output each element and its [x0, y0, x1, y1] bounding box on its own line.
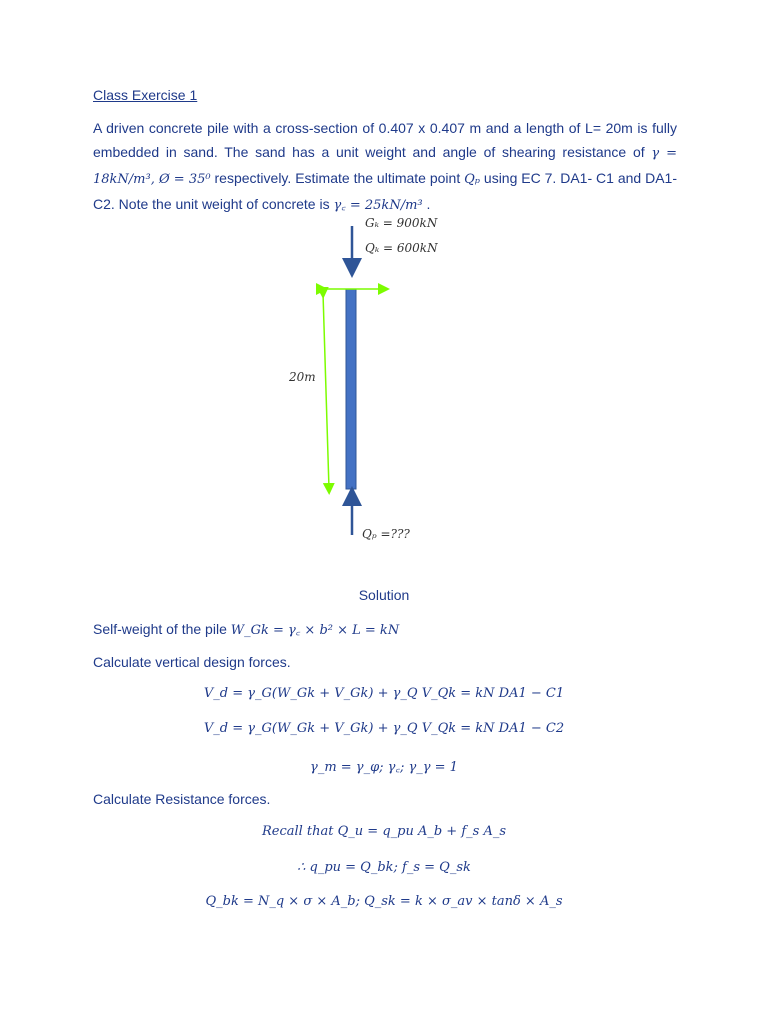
qk-label: Qₖ = 600kN	[365, 241, 438, 255]
problem-text-4: .	[422, 196, 431, 212]
exercise-heading: Class Exercise 1	[93, 87, 198, 103]
partial-factors-eq: γ_m = γ_φ; γ꜀; γ_γ = 1	[310, 760, 458, 775]
self-weight-text: Self-weight of the pile	[93, 621, 231, 637]
pile-shaft	[346, 289, 356, 489]
concrete-unit-weight: γ꜀ = 25kN/m³	[333, 198, 423, 213]
self-weight-line	[93, 620, 399, 638]
vertical-forces-title: Calculate vertical design forces.	[93, 654, 291, 670]
base-shaft-relation-eq: ∴ q_pu = Q_bk; f_s = Q_sk	[297, 860, 471, 875]
design-force-eq-c1: V_d = γ_G(W_Gk + V_Gk) + γ_Q V_Qk = kN DA1 − C1	[203, 686, 565, 701]
problem-text-3: using EC 7. DA1- C1 and DA1-C2. Note the unit weight of concrete is	[93, 170, 677, 212]
pile-length-label: 20m	[289, 370, 316, 384]
ultimate-capacity-eq: Recall that Q_u = q_pu A_b + f_s A_s	[261, 824, 507, 839]
qp-symbol: Qₚ	[464, 172, 480, 187]
resistance-components-eq: Q_bk = N_q × σ × A_b; Q_sk = k × σ_av × tanδ × A_s	[205, 894, 563, 909]
sand-properties: γ = 18kN/m³, Ø = 35⁰	[93, 146, 677, 187]
length-dimension-arrow	[323, 293, 329, 489]
gk-label: Gₖ = 900kN	[365, 216, 438, 230]
resistance-forces-title: Calculate Resistance forces.	[93, 791, 271, 807]
self-weight-formula: W_Gk = γ꜀ × b² × L = kN	[230, 623, 400, 638]
qp-label: Qₚ =???	[362, 527, 410, 541]
problem-text-2: respectively. Estimate the ultimate point	[210, 170, 465, 186]
design-force-eq-c2: V_d = γ_G(W_Gk + V_Gk) + γ_Q V_Qk = kN DA1 − C2	[203, 721, 565, 736]
solution-title: Solution	[358, 587, 410, 603]
problem-text-1: A driven concrete pile with a cross-section of 0.407 x 0.407 m and a length of L= 20m is fully embedded in sand. The sand has a unit weight and angle of shearing resistance of	[93, 120, 677, 160]
